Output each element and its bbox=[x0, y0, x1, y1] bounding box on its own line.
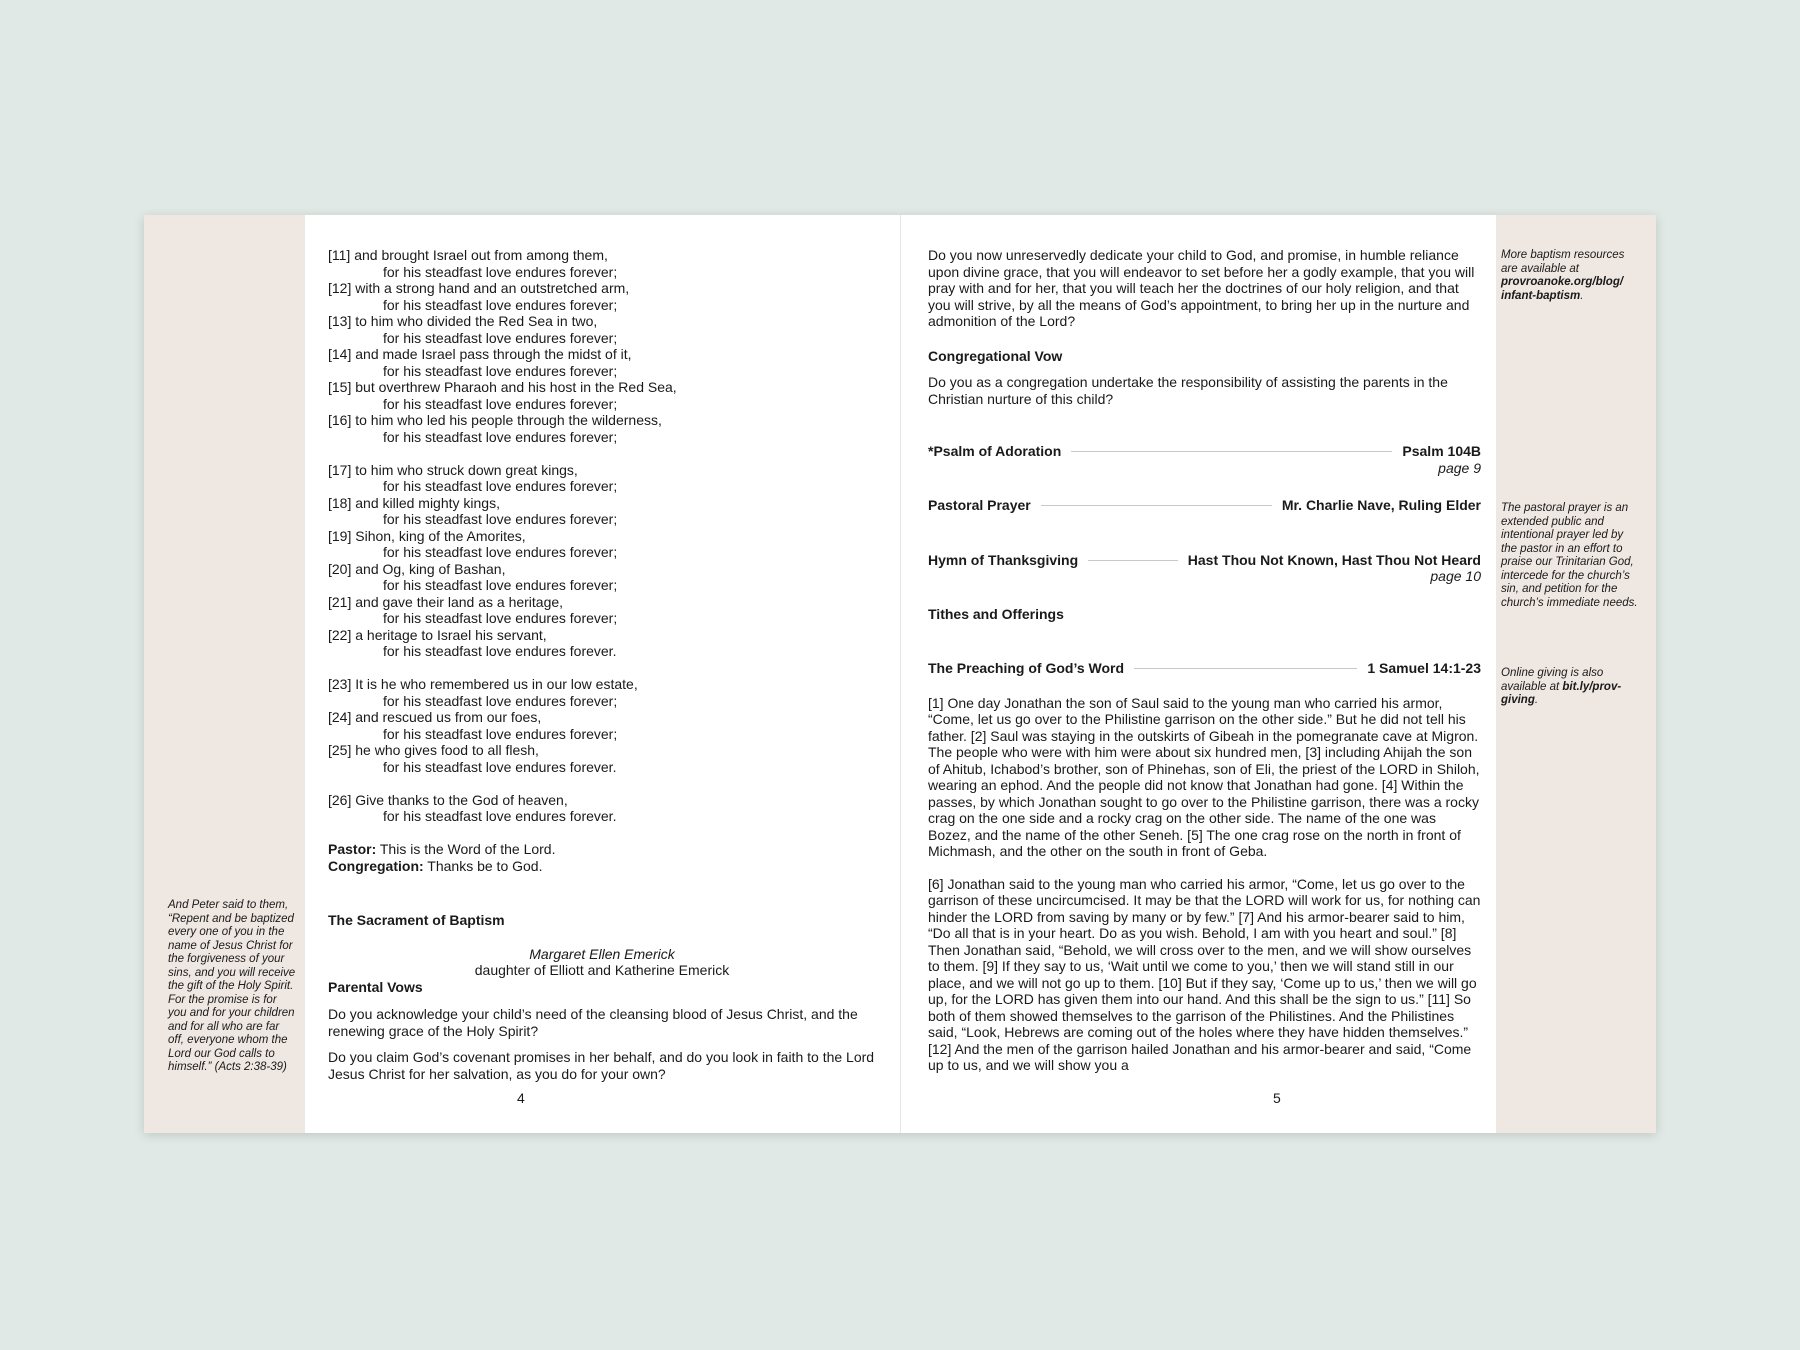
psalm-verse: [13] to him who divided the Red Sea in two, bbox=[328, 313, 598, 329]
psalm-stanza bbox=[328, 462, 876, 660]
psalm-verse: [16] to him who led his people through the wilderness, bbox=[328, 412, 662, 428]
psalm-stanza bbox=[328, 676, 876, 775]
resources-link[interactable]: provroanoke.org/blog/ infant-baptism bbox=[1501, 276, 1624, 302]
giving-prefix: Online giving is also available at bbox=[1501, 667, 1604, 693]
congregational-vow-heading: Congregational Vow bbox=[928, 347, 1063, 364]
psalm-verse: [17] to him who struck down great kings, bbox=[328, 461, 578, 478]
psalm-refrain: for his steadfast love endures forever; bbox=[383, 692, 618, 709]
pastoral-prayer-note-text: The pastoral prayer is an extended public and intentional prayer led by the pastor in an effort to praise our Trinitarian God, intercede for the church’s sin, and petition for the church’s immediate needs. bbox=[1501, 502, 1638, 609]
psalm-refrain: for his steadfast love endures forever; bbox=[383, 362, 618, 379]
psalm-refrain: for his steadfast love endures forever. bbox=[383, 643, 617, 659]
page-four bbox=[328, 247, 876, 1082]
psalm-refrain: for his steadfast love endures forever; bbox=[383, 395, 618, 412]
psalm-verse: [22] a heritage to Israel his servant, bbox=[328, 626, 547, 643]
baptism-resources-note: More baptism resources are available at provroanoke.org/blog/ infant-baptism. bbox=[1501, 249, 1625, 302]
order-hymn-of-thanksgiving bbox=[928, 552, 1481, 585]
leader-rule bbox=[1071, 451, 1392, 452]
psalm-verse: [21] and gave their land as a heritage, bbox=[328, 593, 564, 610]
online-giving-note: Online giving is also available at bit.ly/prov-giving. bbox=[1501, 667, 1622, 706]
pastoral-prayer-note bbox=[1501, 502, 1641, 610]
psalm-verse: [15] but overthrew Pharaoh and his host in the Red Sea, bbox=[328, 379, 677, 395]
order-psalm-of-adoration bbox=[928, 443, 1481, 476]
order-pastoral-prayer bbox=[928, 497, 1481, 514]
hymn-label: Hymn of Thanksgiving bbox=[928, 551, 1079, 568]
scripture-paragraph-1: [1] One day Jonathan the son of Saul said to the young man who carried his armor, “Come, let us go over to the Philistine garrison on the other side.” But he did not tell his father. [2] Saul was staying in the outskirts of Gibeah in the pomegranate cave at Migron. The people who were with him were about six hundred men, [3] including Ahijah the son of Ahitub, Ichabod’s brother, son of Phinehas, son of Eli, the priest of the LORD in Shiloh, wearing an ephod. And the people did not know that Jonathan had gone. [4] Within the passes, by which Jonathan sought to go over to the Philistine garrison, there was a rocky crag on the one side and a rocky crag on the other side. The name of the one was Bozez, and the name of the other Seneh. [5] The one crag rose on the north in front of Michmash, and the other on the south in front of Geba. bbox=[928, 694, 1480, 859]
tithes-offerings-heading: Tithes and Offerings bbox=[928, 605, 1064, 622]
adoration-page: page 9 bbox=[1438, 459, 1481, 476]
page-fold bbox=[900, 215, 901, 1133]
prayer-value: Mr. Charlie Nave, Ruling Elder bbox=[1281, 497, 1481, 513]
psalm-verse: [26] Give thanks to the God of heaven, bbox=[328, 791, 568, 808]
psalm-verse: [18] and killed mighty kings, bbox=[328, 494, 500, 511]
psalm-136-text bbox=[328, 247, 876, 825]
preaching-label: The Preaching of God’s Word bbox=[928, 660, 1125, 676]
leader-rule bbox=[1088, 560, 1178, 561]
adoration-value: Psalm 104B bbox=[1402, 443, 1481, 459]
psalm-verse: [19] Sihon, king of the Amorites, bbox=[328, 527, 526, 544]
psalm-verse: [14] and made Israel pass through the midst of it, bbox=[328, 346, 632, 362]
resources-prefix: More baptism resources are available at bbox=[1501, 249, 1625, 275]
preaching-value: 1 Samuel 14:1-23 bbox=[1367, 660, 1481, 676]
psalm-refrain: for his steadfast love endures forever; bbox=[383, 725, 618, 742]
pastor-label: Pastor: bbox=[328, 841, 377, 857]
psalm-refrain: for his steadfast love endures forever; bbox=[383, 428, 618, 445]
word-response bbox=[328, 841, 876, 874]
parental-vows-heading: Parental Vows bbox=[328, 978, 423, 995]
pastor-response: This is the Word of the Lord. bbox=[376, 841, 556, 857]
adoration-label: *Psalm of Adoration bbox=[928, 443, 1062, 459]
hymn-page: page 10 bbox=[1430, 568, 1481, 584]
psalm-refrain: for his steadfast love endures forever; bbox=[383, 478, 618, 494]
psalm-refrain: for his steadfast love endures forever; bbox=[383, 329, 618, 346]
psalm-verse: [12] with a strong hand and an outstretched arm, bbox=[328, 280, 630, 296]
psalm-verse: [25] he who gives food to all flesh, bbox=[328, 742, 539, 758]
page-number-left: 4 bbox=[517, 1090, 525, 1106]
sacrament-heading: The Sacrament of Baptism bbox=[328, 912, 505, 928]
acts-sidenote-text: And Peter said to them, “Repent and be baptized every one of you in the name of Jesus Christ for the forgiveness of your sins, and you will receive the gift of the Holy Spirit. For the promise is for you and for your children and for all who are far off, everyone whom the Lord our God calls to himself.” (Acts 2:38-39) bbox=[168, 899, 296, 1073]
child-name: Margaret Ellen Emerick bbox=[529, 945, 675, 962]
psalm-refrain: for his steadfast love endures forever; bbox=[383, 544, 618, 560]
psalm-verse: [23] It is he who remembered us in our low estate, bbox=[328, 676, 638, 692]
congregation-response: Thanks be to God. bbox=[423, 857, 543, 874]
psalm-refrain: for his steadfast love endures forever; bbox=[383, 296, 618, 313]
psalm-stanza bbox=[328, 792, 876, 825]
prayer-label: Pastoral Prayer bbox=[928, 497, 1031, 513]
congregational-vow: Do you as a congregation undertake the responsibility of assisting the parents in the Christian nurture of this child? bbox=[928, 374, 1448, 407]
psalm-refrain: for his steadfast love endures forever; bbox=[383, 263, 618, 280]
psalm-verse: [20] and Og, king of Bashan, bbox=[328, 560, 506, 577]
booklet-spread bbox=[144, 215, 1656, 1133]
psalm-refrain: for his steadfast love endures forever. bbox=[383, 758, 617, 775]
leader-rule bbox=[1041, 505, 1272, 506]
child-parents: daughter of Elliott and Katherine Emerick bbox=[474, 962, 730, 978]
order-preaching bbox=[928, 660, 1481, 677]
psalm-verse: [24] and rescued us from our foes, bbox=[328, 709, 542, 725]
hymn-value: Hast Thou Not Known, Hast Thou Not Heard bbox=[1187, 551, 1481, 568]
parental-vow-2: Do you claim God’s covenant promises in her behalf, and do you look in faith to the Lord Jesus Christ for her salvation, as you do for your own? bbox=[328, 1049, 875, 1082]
page-five bbox=[928, 247, 1481, 1133]
psalm-refrain: for his steadfast love endures forever; bbox=[383, 610, 618, 626]
acts-sidenote bbox=[168, 899, 298, 1075]
congregation-label: Congregation: bbox=[328, 857, 424, 874]
parental-vow-3: Do you now unreservedly dedicate your child to God, and promise, in humble reliance upon divine grace, that you will endeavor to set before her a godly example, that you will pray with and for her, that you will teach her the doctrines of our holy religion, and that you will strive, by all the means of God’s appointment, to bring her up in the nurture and admonition of the Lord? bbox=[928, 247, 1475, 329]
leader-rule bbox=[1134, 668, 1357, 669]
page-number-right: 5 bbox=[1273, 1090, 1281, 1106]
psalm-verse: [11] and brought Israel out from among them, bbox=[328, 247, 608, 263]
psalm-refrain: for his steadfast love endures forever; bbox=[383, 577, 618, 593]
giving-link[interactable]: bit.ly/prov-giving bbox=[1501, 680, 1622, 706]
psalm-refrain: for his steadfast love endures forever; bbox=[383, 511, 618, 527]
scripture-paragraph-2: [6] Jonathan said to the young man who carried his armor, “Come, let us go over to the garrison of these uncircumcised. It may be that the LORD will work for us, for nothing can hinder the LORD from saving by many or by few.” [7] And his armor-bearer said to him, “Do all that is in your heart. Do as you wish. Behold, I am with you heart and soul.” [8] Then Jonathan said, “Behold, we will cross over to the men, and we will show ourselves to them. [9] If they say to us, ‘Wait until we come to you,’ then we will stand still in our place, and we will not go up to them. [10] But if they say, ‘Come up to us,’ then we will go up, for the LORD has given them into our hand. And this shall be the sign to us.” [11] So both of them showed themselves to the garrison of the Philistines. And the Philistines said, “Look, Hebrews are coming out of the holes where they have hidden themselves.” [12] And the men of the garrison hailed Jonathan and his armor-bearer and said, “Come up to us, and we will show you a bbox=[928, 875, 1481, 1073]
psalm-stanza bbox=[328, 247, 876, 445]
psalm-refrain: for his steadfast love endures forever. bbox=[383, 808, 617, 824]
parental-vow-1: Do you acknowledge your child’s need of the cleansing blood of Jesus Christ, and the renewing grace of the Holy Spirit? bbox=[328, 1006, 858, 1039]
scripture-reading bbox=[928, 695, 1481, 1134]
